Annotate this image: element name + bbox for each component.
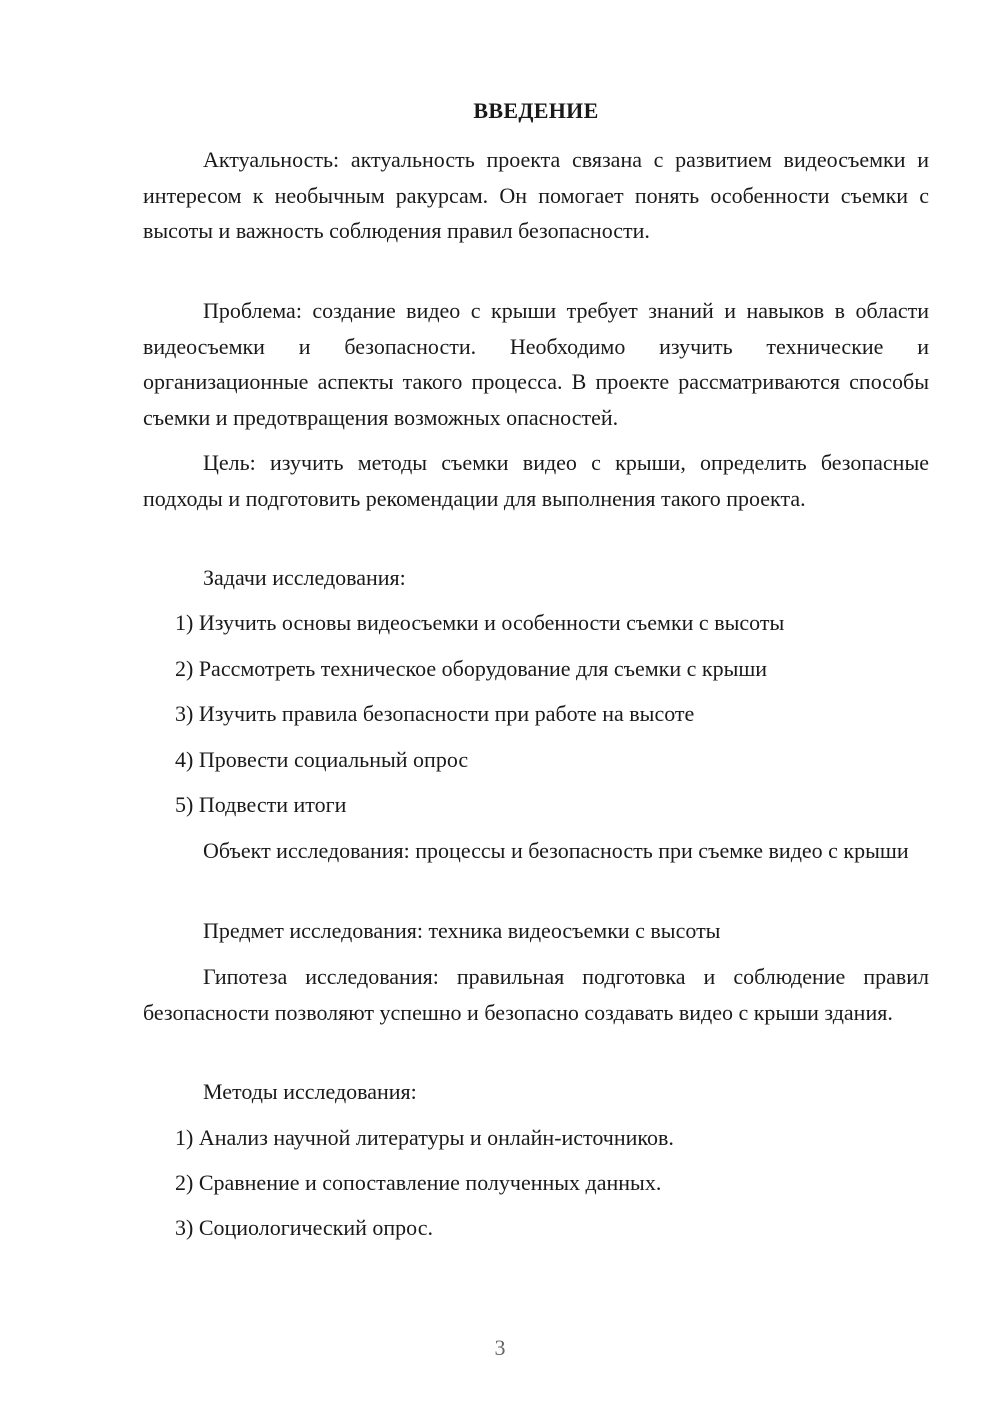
methods-heading: Методы исследования: <box>203 1079 417 1104</box>
object-paragraph: Объект исследования: процессы и безопасность при съемке видео с крыши <box>203 838 909 863</box>
subject-line: Предмет исследования: техника видеосъемки с высоты <box>203 918 721 943</box>
method-item: 2) Сравнение и сопоставление полученных данных. <box>175 1170 662 1195</box>
hypothesis-paragraph: Гипотеза исследования: правильная подготовка и соблюдение правил безопасности позволяют успешно и безопасно создавать видео с крыши здания. <box>143 964 929 1025</box>
problem-paragraph: Проблема: создание видео с крыши требует знаний и навыков в области видеосъемки и безопасности. Необходимо изучить технические и организационные аспекты такого процесса. В проекте рассматриваются способы съемки и предотвращения возможных опасностей. <box>143 298 929 430</box>
method-item: 1) Анализ научной литературы и онлайн-источников. <box>175 1125 674 1150</box>
task-item: 3) Изучить правила безопасности при работе на высоте <box>175 701 695 726</box>
tasks-heading: Задачи исследования: <box>203 565 406 590</box>
relevance-paragraph: Актуальность: актуальность проекта связана с развитием видеосъемки и интересом к необычным ракурсам. Он помогает понять особенности съемки с высоты и важность соблюдения правил безопасности. <box>143 147 929 243</box>
task-item: 5) Подвести итоги <box>175 792 347 817</box>
page-title: ВВЕДЕНИЕ <box>473 98 599 123</box>
page-number: 3 <box>494 1335 506 1360</box>
task-item: 2) Рассмотреть техническое оборудование для съемки с крыши <box>175 656 768 681</box>
task-item: 4) Провести социальный опрос <box>175 747 469 772</box>
task-item: 1) Изучить основы видеосъемки и особенности съемки с высоты <box>175 610 785 635</box>
goal-paragraph: Цель: изучить методы съемки видео с крыши, определить безопасные подходы и подготовить рекомендации для выполнения такого проекта. <box>143 450 929 511</box>
method-item: 3) Социологический опрос. <box>175 1215 433 1240</box>
